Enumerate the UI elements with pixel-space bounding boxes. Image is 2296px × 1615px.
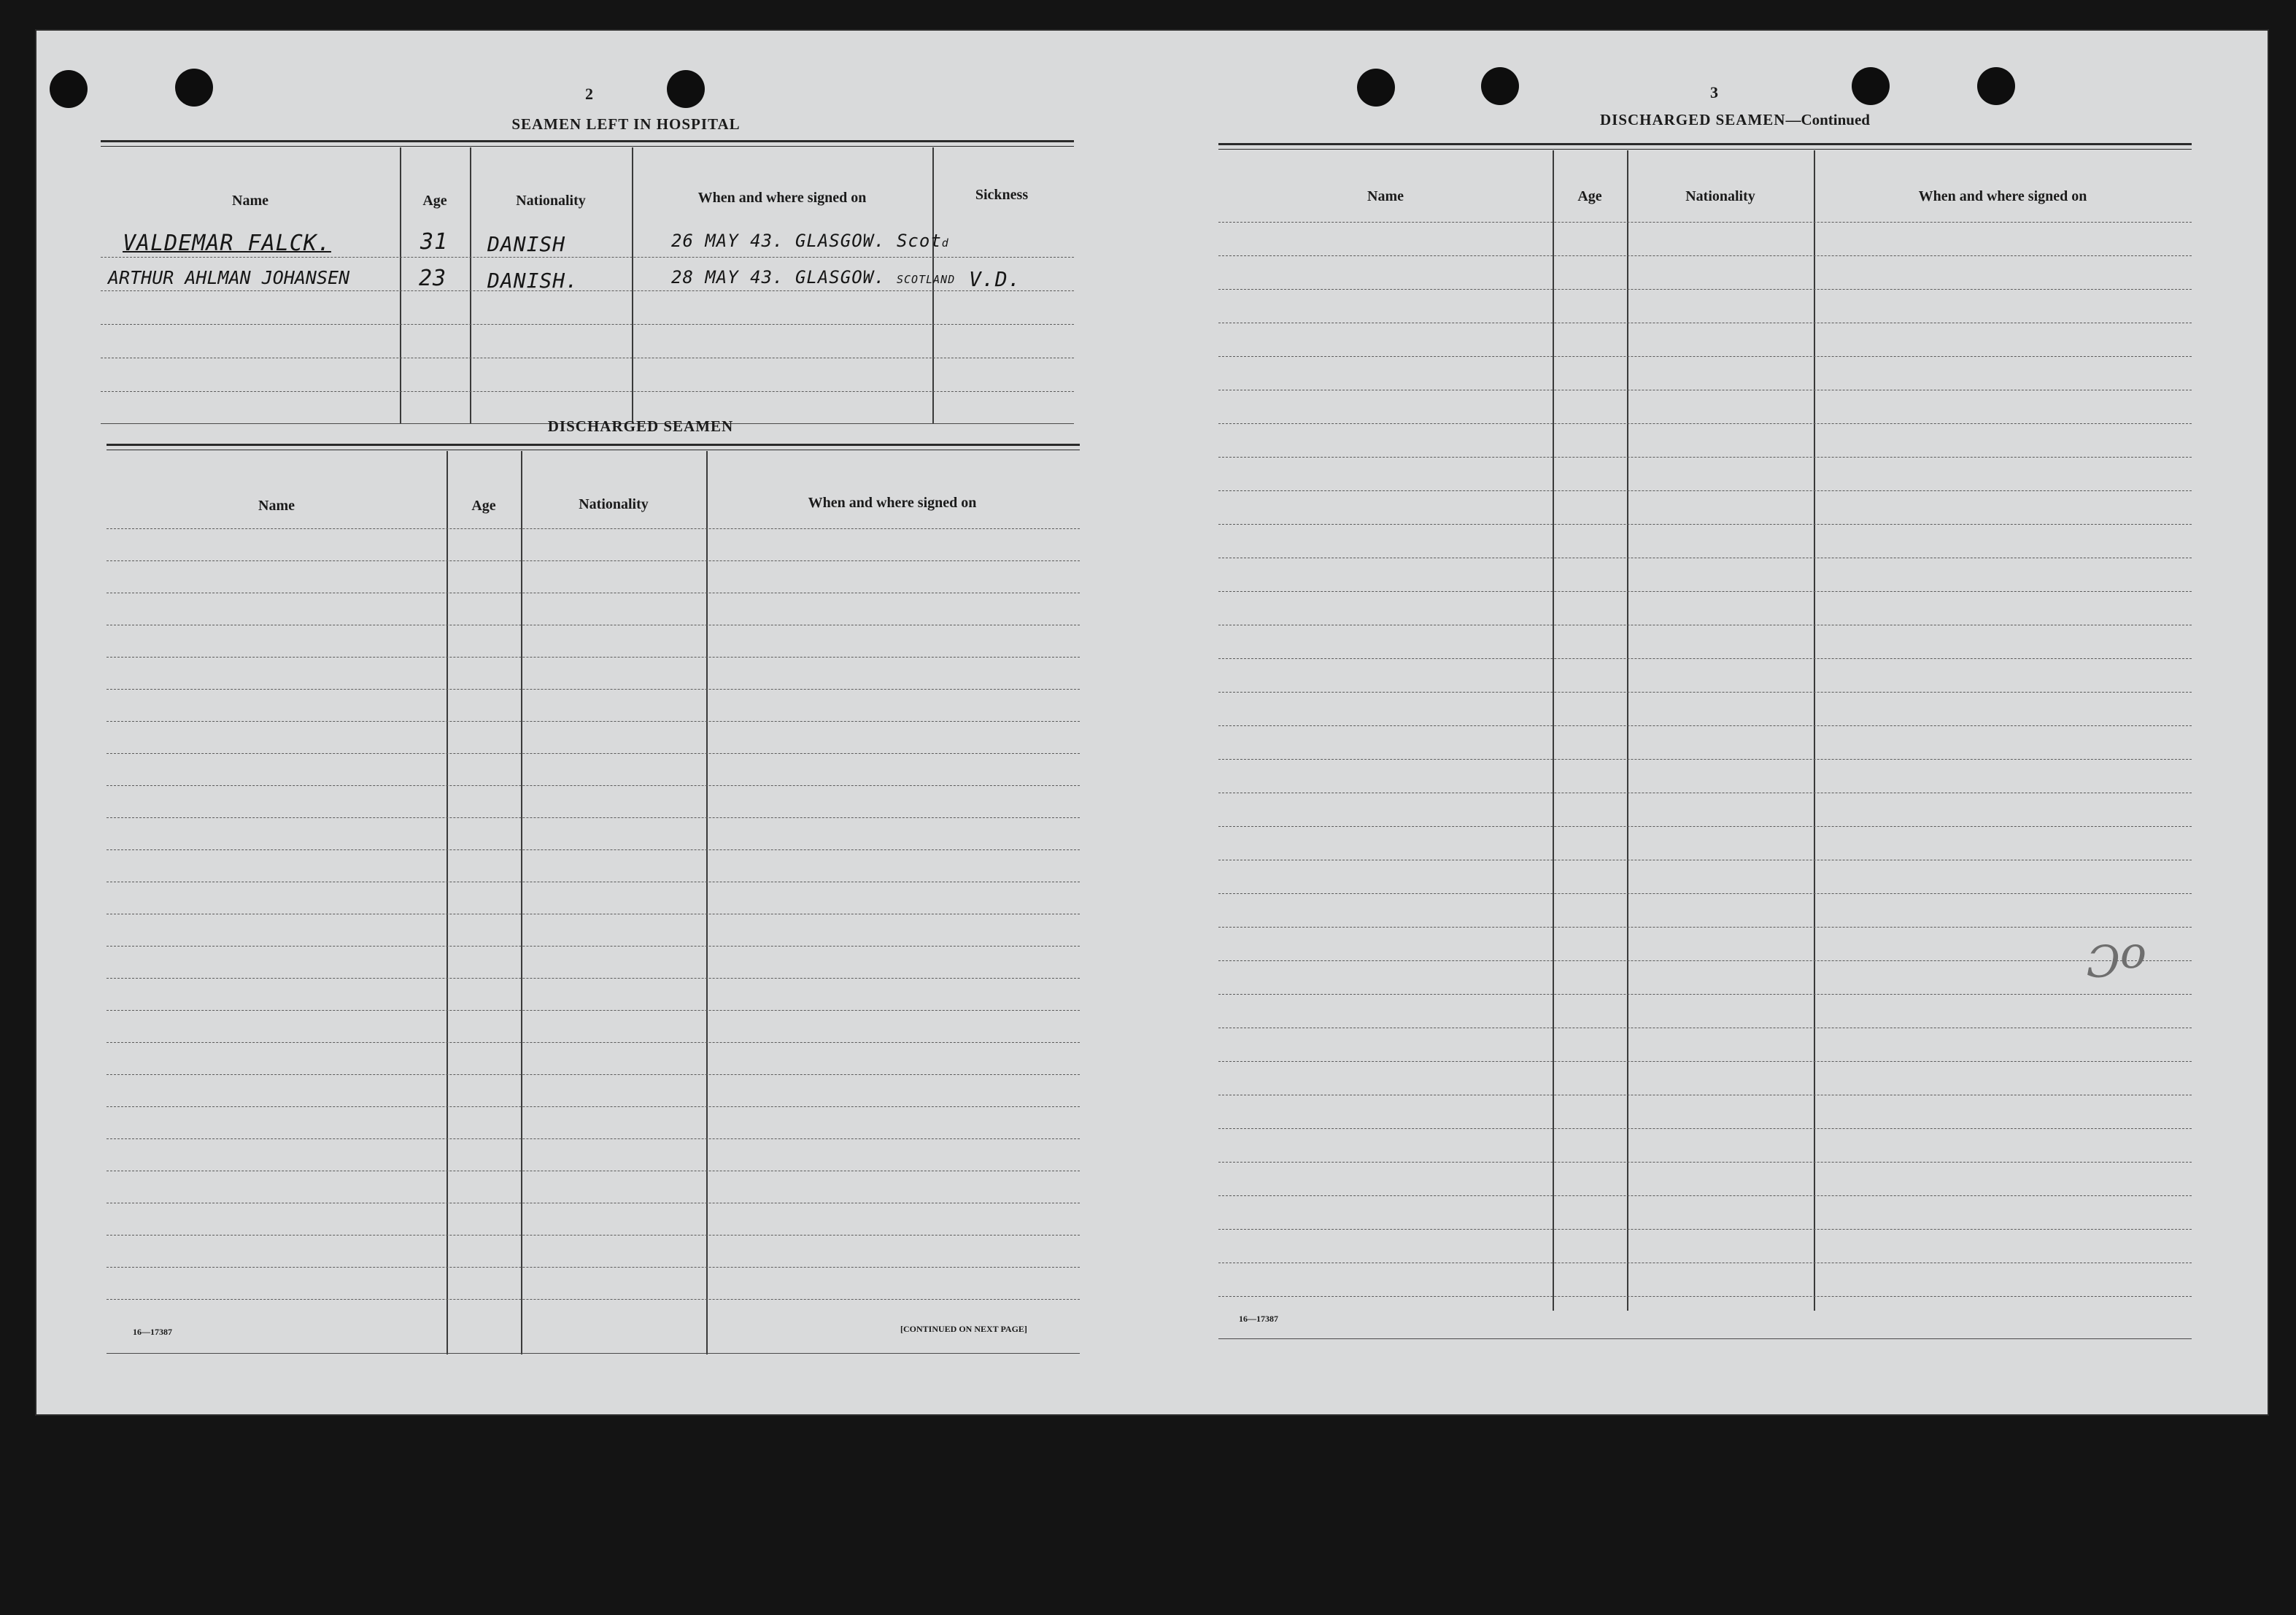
- ruled-line: [1218, 927, 2192, 928]
- col-age: Age: [471, 498, 496, 514]
- ruled-line: [1218, 1229, 2192, 1230]
- ruled-line: [1218, 994, 2192, 995]
- ruled-line: [1218, 289, 2192, 290]
- hospital-row-2-nationality: DANISH.: [487, 269, 579, 293]
- col-signed-on: When and where signed on: [808, 495, 977, 511]
- hospital-row-1-signed-on: 26 MAY 43. GLASGOW. Scotd: [671, 231, 949, 251]
- hospital-row-2-age: 23: [419, 266, 447, 291]
- ruled-line: [107, 817, 1080, 818]
- table-bottom-rule: [1218, 1338, 2192, 1339]
- ruled-line: [107, 1010, 1080, 1011]
- ruled-line: [1218, 524, 2192, 525]
- ruled-line: [1218, 1061, 2192, 1062]
- ruled-line: [1218, 725, 2192, 726]
- col-sickness: Sickness: [975, 187, 1029, 203]
- ruled-line: [107, 1235, 1080, 1236]
- ruled-line: [107, 849, 1080, 850]
- ruled-line: [1218, 423, 2192, 424]
- ruled-line: [1218, 1128, 2192, 1129]
- ruled-line: [1218, 960, 2192, 961]
- ruled-line: [1218, 1162, 2192, 1163]
- ruled-line: [107, 657, 1080, 658]
- punch-hole: [667, 70, 705, 108]
- col-nationality: Nationality: [1685, 188, 1755, 204]
- hospital-row-2-signed-on: 28 MAY 43. GLASGOW. SCOTLAND: [671, 267, 956, 288]
- hospital-row-2-name: ARTHUR AHLMAN JOHANSEN: [108, 267, 350, 288]
- ruled-line: [1218, 826, 2192, 827]
- discharged-continued-title: DISCHARGED SEAMEN—Continued: [1600, 111, 1870, 128]
- col-nationality: Nationality: [516, 193, 586, 209]
- page-number-right: 3: [1710, 83, 1718, 101]
- ruled-line: [1218, 490, 2192, 491]
- ruled-line: [107, 1138, 1080, 1139]
- punch-hole: [175, 69, 213, 107]
- register-sheet: [35, 29, 2269, 1416]
- ruled-line: [1218, 759, 2192, 760]
- page-number-left: 2: [585, 85, 593, 103]
- ruled-line: [1218, 356, 2192, 357]
- discharged-table-left: [107, 444, 1080, 1354]
- col-name: Name: [258, 498, 295, 514]
- hospital-row-1-age: 31: [420, 229, 449, 255]
- ruled-line: [1218, 692, 2192, 693]
- ruled-line: [1218, 222, 2192, 223]
- ruled-line: [107, 753, 1080, 754]
- discharged-section-title: DISCHARGED SEAMEN: [547, 417, 734, 435]
- form-number-right: 16—17387: [1239, 1314, 1278, 1324]
- ruled-line: [1218, 255, 2192, 256]
- discharged-table-right: [1218, 143, 2192, 1340]
- margin-mark: oC: [2087, 934, 2147, 985]
- form-number-left: 16—17387: [133, 1327, 172, 1337]
- col-nationality: Nationality: [579, 496, 649, 512]
- hospital-row-1-name: VALDEMAR FALCK.: [123, 231, 331, 256]
- hospital-section-title: SEAMEN LEFT IN HOSPITAL: [511, 115, 741, 133]
- ruled-line: [107, 528, 1080, 529]
- ruled-line: [107, 721, 1080, 722]
- ruled-line: [1218, 457, 2192, 458]
- col-age: Age: [1577, 188, 1602, 204]
- ruled-line: [107, 946, 1080, 947]
- ruled-line: [107, 1267, 1080, 1268]
- ruled-line: [1218, 658, 2192, 659]
- ruled-line: [1218, 1195, 2192, 1196]
- table-bottom-rule: [107, 1353, 1080, 1354]
- col-signed-on: When and where signed on: [1918, 188, 2087, 204]
- ruled-line: [107, 560, 1080, 561]
- ruled-line: [1218, 1296, 2192, 1297]
- ruled-line: [107, 1299, 1080, 1300]
- ruled-line: [107, 785, 1080, 786]
- col-name: Name: [1367, 188, 1404, 204]
- punch-hole: [1977, 67, 2015, 105]
- ruled-line: [1218, 893, 2192, 894]
- continued-note: [CONTINUED ON NEXT PAGE]: [900, 1324, 1027, 1334]
- ruled-line: [107, 1106, 1080, 1107]
- punch-hole: [1357, 69, 1395, 107]
- col-name: Name: [232, 193, 268, 209]
- punch-hole: [1481, 67, 1519, 105]
- col-age: Age: [422, 193, 447, 209]
- ruled-line: [107, 1042, 1080, 1043]
- punch-hole: [50, 70, 88, 108]
- ruled-line: [107, 689, 1080, 690]
- ruled-line: [107, 978, 1080, 979]
- ruled-line: [1218, 591, 2192, 592]
- ruled-line: [107, 1074, 1080, 1075]
- punch-hole: [1852, 67, 1890, 105]
- hospital-table: [101, 140, 1074, 426]
- col-signed-on: When and where signed on: [697, 190, 867, 206]
- hospital-row-1-nationality: DANISH: [487, 232, 566, 256]
- hospital-row-2-sickness: V.D.: [969, 267, 1021, 291]
